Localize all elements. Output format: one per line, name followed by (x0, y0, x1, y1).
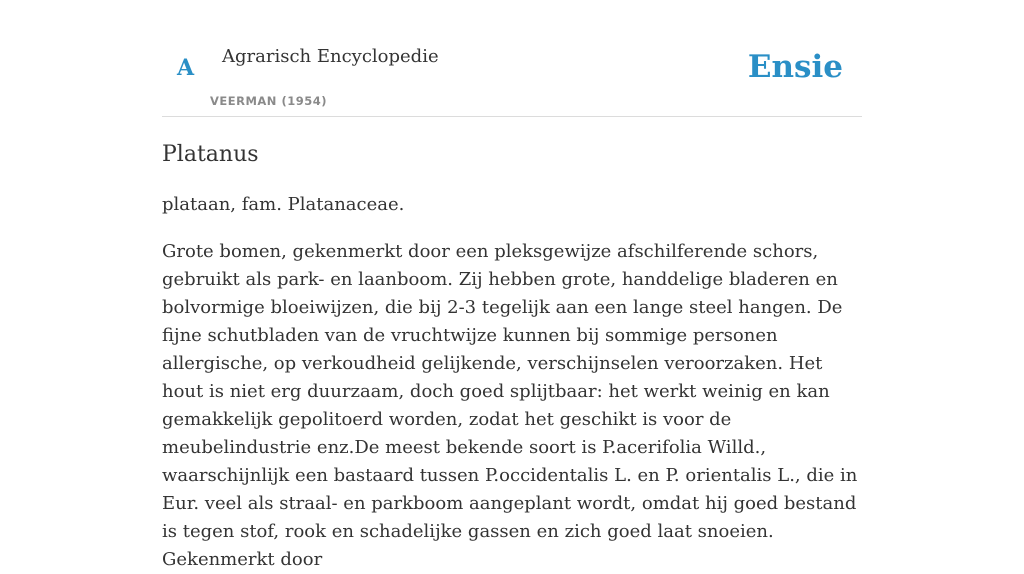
site-header (162, 0, 862, 117)
entry-content (162, 116, 862, 574)
entry-subtitle: plataan, fam. Platanaceae. (162, 194, 405, 215)
encyclopedia-title-link[interactable]: Agrarisch Encyclopedie (222, 46, 439, 67)
ensie-logo-link[interactable]: Ensie (747, 49, 843, 85)
entry-title: Platanus (162, 142, 259, 167)
encyclopedia-letter-link[interactable]: A (177, 55, 195, 81)
edition-label: VEERMAN (1954) (210, 94, 327, 108)
entry-body: Grote bomen, gekenmerkt door een pleksgewijze afschilferende schors, gebruikt als park- en laanboom. Zij hebben grote, handdelige bladeren en bolvormige bloeiwijzen, die bij 2-3 tegelijk aan een lange steel hangen. De fijne schutbladen van de vruchtwijze kunnen bij sommige personen allergische, op verkoudheid gelijkende, verschijnselen veroorzaken. Het hout is niet erg duurzaam, doch goed splijtbaar: het werkt weinig en kan gemakkelijk gepolitoerd worden, zodat het geschikt is voor de meubelindustrie enz.De meest bekende soort is P.acerifolia Willd., waarschijnlijk een bastaard tussen P.occidentalis L. en P. orientalis L., die in Eur. veel als straal- en parkboom aangeplant wordt, omdat hij goed bestand is tegen stof, rook en schadelijke gassen en zich goed laat snoeien. Gekenmerkt door (162, 241, 858, 570)
